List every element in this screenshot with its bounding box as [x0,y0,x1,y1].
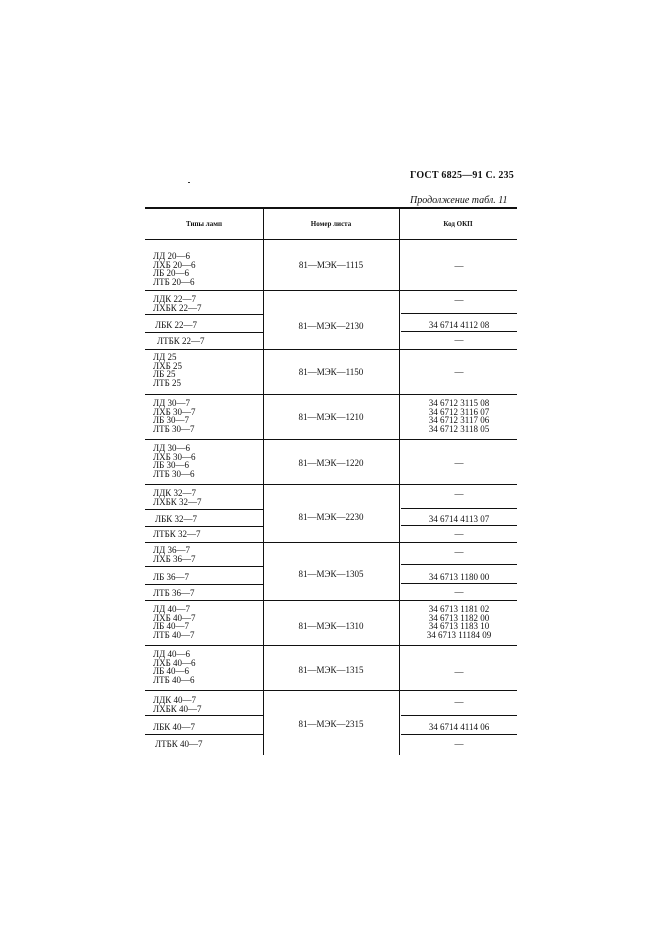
lamp-types-cell: ЛДК 32—7 ЛХБК 32—7 [153,488,202,507]
okp-code-cell: 34 6714 4113 07 [428,514,490,524]
sheet-number-cell: 81—МЭК—1315 [298,665,364,675]
sheet-number-cell: 81—МЭК—1115 [298,260,364,270]
okp-code-cell: — [454,587,464,597]
row-rule [145,439,517,440]
lamp-types-cell: ЛДК 40—7 ЛХБК 40—7 [153,695,202,714]
lamp-table [145,207,517,755]
row-rule [145,394,517,395]
row-rule [145,509,263,510]
okp-code-cell: — [454,489,464,499]
column-header-okp: Код ОКП [443,220,473,228]
row-rule [145,332,263,333]
lamp-types-cell: ЛДК 22—7 ЛХБК 22—7 [153,294,202,313]
sheet-number-cell: 81—МЭК—1210 [298,412,364,422]
row-rule [145,314,263,315]
lamp-types-cell: ЛД 40—7 ЛХБ 40—7 ЛБ 40—7 ЛТБ 40—7 [153,604,196,640]
lamp-types-cell: ЛД 36—7 ЛХБ 36—7 [153,545,196,564]
lamp-types-cell: ЛТБ 36—7 [153,588,195,598]
okp-code-cell: — [454,529,464,539]
okp-code-cell: — [454,739,464,749]
lamp-types-cell: ЛБК 32—7 [155,514,198,524]
row-rule [145,690,517,691]
lamp-types-cell: ЛД 30—6 ЛХБ 30—6 ЛБ 30—6 ЛТБ 30—6 [153,443,196,479]
sheet-number-cell: 81—МЭК—2230 [298,512,364,522]
okp-code-cell: 34 6714 4114 06 [428,722,490,732]
sheet-number-cell: 81—МЭК—1305 [298,569,364,579]
row-rule [145,645,517,646]
lamp-types-cell: ЛД 20—6 ЛХБ 20—6 ЛБ 20—6 ЛТБ 20—6 [153,251,196,287]
row-rule [401,734,517,735]
sheet-number-cell: 81—МЭК—2130 [298,321,364,331]
okp-code-cell: — [454,295,464,305]
table-header-rule [145,239,517,240]
row-rule [401,564,517,565]
lamp-types-cell: ЛТБК 22—7 [157,336,205,346]
lamp-types-cell: ЛТБК 40—7 [155,739,203,749]
column-header-sheet: Номер листа [310,220,352,228]
row-rule [145,542,517,543]
sheet-number-cell: 81—МЭК—1220 [298,458,364,468]
sheet-number-cell: 81—МЭК—1310 [298,621,364,631]
lamp-types-cell: ЛБК 40—7 [153,722,196,732]
row-rule [145,734,263,735]
row-rule [401,715,517,716]
lamp-types-cell: ЛБ 36—7 [153,572,190,582]
lamp-types-cell: ЛД 40—6 ЛХБ 40—6 ЛБ 40—6 ЛТБ 40—6 [153,649,196,685]
sheet-number-cell: 81—МЭК—2315 [298,719,364,729]
sheet-number-cell: 81—МЭК—1150 [298,367,364,377]
okp-code-cell: — [454,547,464,557]
okp-code-cell: — [454,697,464,707]
table-top-rule [145,207,517,209]
lamp-types-cell: ЛД 30—7 ЛХБ 30—7 ЛБ 30—7 ЛТБ 30—7 [153,398,196,434]
okp-code-cell: — [454,367,464,377]
row-rule [401,313,517,314]
okp-code-cell: 34 6713 1180 00 [428,572,490,582]
lamp-types-cell: ЛТБК 32—7 [153,529,201,539]
row-rule [145,715,263,716]
okp-code-cell: — [454,458,464,468]
row-rule [145,600,517,601]
okp-code-cell: — [454,261,464,271]
row-rule [145,526,263,527]
stray-mark [188,182,190,183]
lamp-types-cell: ЛД 25 ЛХБ 25 ЛБ 25 ЛТБ 25 [153,352,183,388]
table-continuation-label: Продолжение табл. 11 [410,195,508,206]
okp-code-cell: — [454,335,464,345]
row-rule [401,525,517,526]
page-header: ГОСТ 6825—91 С. 235 [410,170,514,181]
okp-code-cell: 34 6712 3115 08 34 6712 3116 07 34 6712 3117 06 34 6712 3118 05 [428,398,490,434]
row-rule [145,566,263,567]
row-rule [145,584,263,585]
row-rule [145,349,517,350]
column-header-types: Типы ламп [185,220,222,228]
lamp-types-cell: ЛБК 22—7 [155,320,198,330]
row-rule [401,331,517,332]
row-rule [145,484,517,485]
okp-code-cell: 34 6714 4112 08 [428,320,490,330]
okp-code-cell: 34 6713 1181 02 34 6713 1182 00 34 6713 1183 10 34 6713 11184 09 [426,604,492,640]
okp-code-cell: — [454,667,464,677]
row-rule [401,583,517,584]
row-rule [401,508,517,509]
row-rule [145,290,517,291]
